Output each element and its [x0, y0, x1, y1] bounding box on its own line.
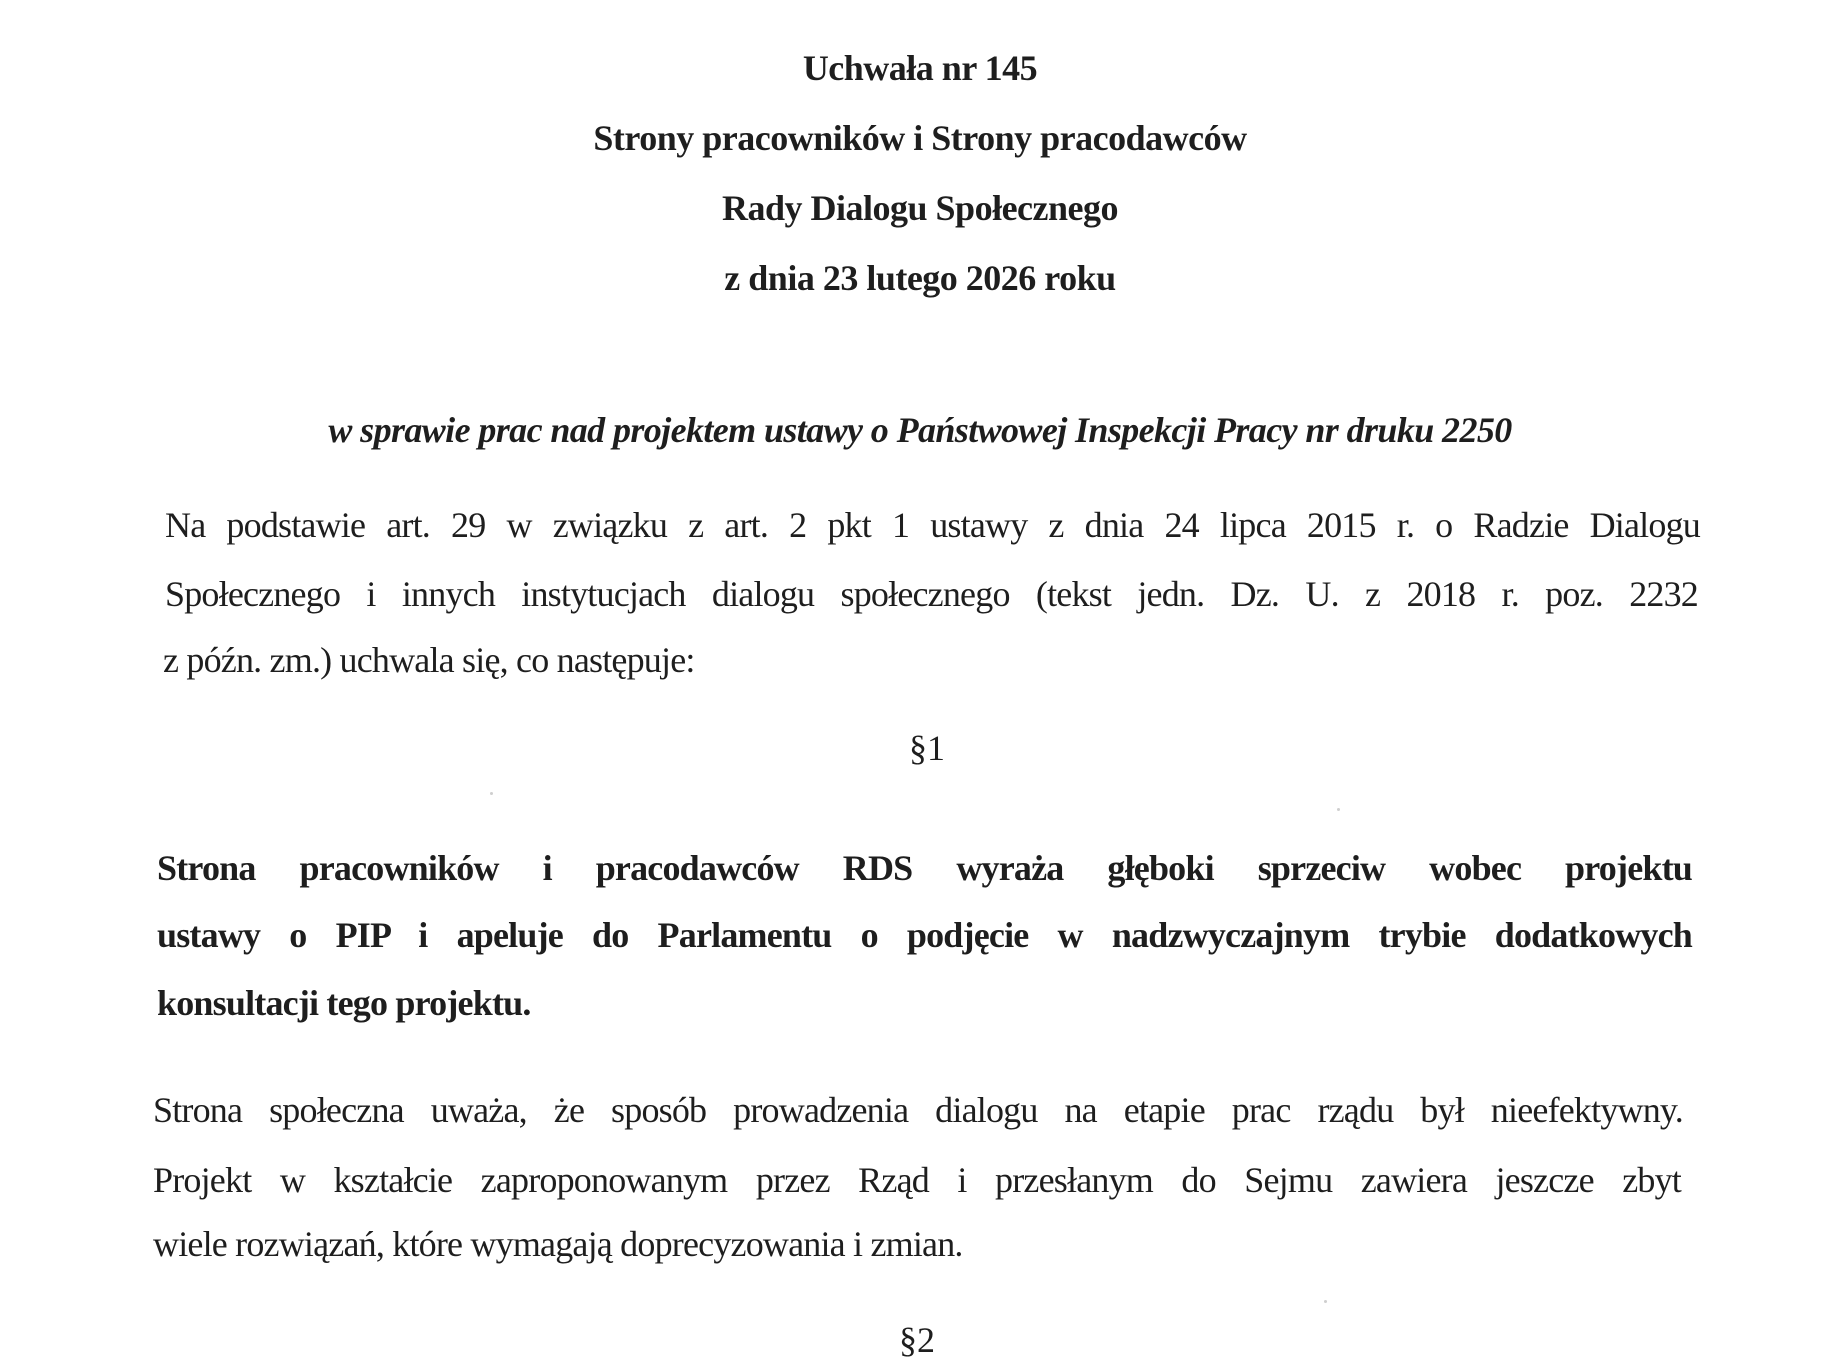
resolution-issuer: Strony pracowników i Strony pracodawców [593, 118, 1247, 158]
resolution-number: Uchwała nr 145 [802, 48, 1038, 88]
scan-speck [1337, 808, 1340, 811]
justification-line: wiele rozwiązań, które wymagają doprecyzowania i zmian. [153, 1224, 963, 1264]
resolution-council: Rady Dialogu Społecznego [721, 188, 1119, 228]
resolution-line: ustawy o PIP i apeluje do Parlamentu o podjęcie w nadzwyczajnym trybie dodatkowych [157, 915, 1692, 955]
resolution-line: konsultacji tego projektu. [157, 983, 531, 1023]
resolution-date: z dnia 23 lutego 2026 roku [724, 258, 1116, 298]
resolution-line: Strona pracowników i pracodawców RDS wyraża głęboki sprzeciw wobec projektu [157, 848, 1692, 888]
scan-speck [1324, 1300, 1327, 1303]
justification-line: Strona społeczna uważa, że sposób prowadzenia dialogu na etapie prac rządu był nieefektywny. [153, 1090, 1683, 1130]
section-1-mark: §1 [909, 728, 945, 768]
resolution-subject: w sprawie prac nad projektem ustawy o Państwowej Inspekcji Pracy nr druku 2250 [328, 410, 1512, 450]
scan-speck [490, 792, 493, 795]
section-2-mark: §2 [899, 1320, 935, 1360]
preamble-line: Na podstawie art. 29 w związku z art. 2 pkt 1 ustawy z dnia 24 lipca 2015 r. o Radzie Dialogu [165, 505, 1700, 545]
preamble-line: z późn. zm.) uchwala się, co następuje: [163, 640, 695, 680]
justification-line: Projekt w kształcie zaproponowanym przez Rząd i przesłanym do Sejmu zawiera jeszcze zbyt [153, 1160, 1681, 1200]
preamble-line: Społecznego i innych instytucjach dialogu społecznego (tekst jedn. Dz. U. z 2018 r. poz. 2232 [165, 574, 1698, 614]
